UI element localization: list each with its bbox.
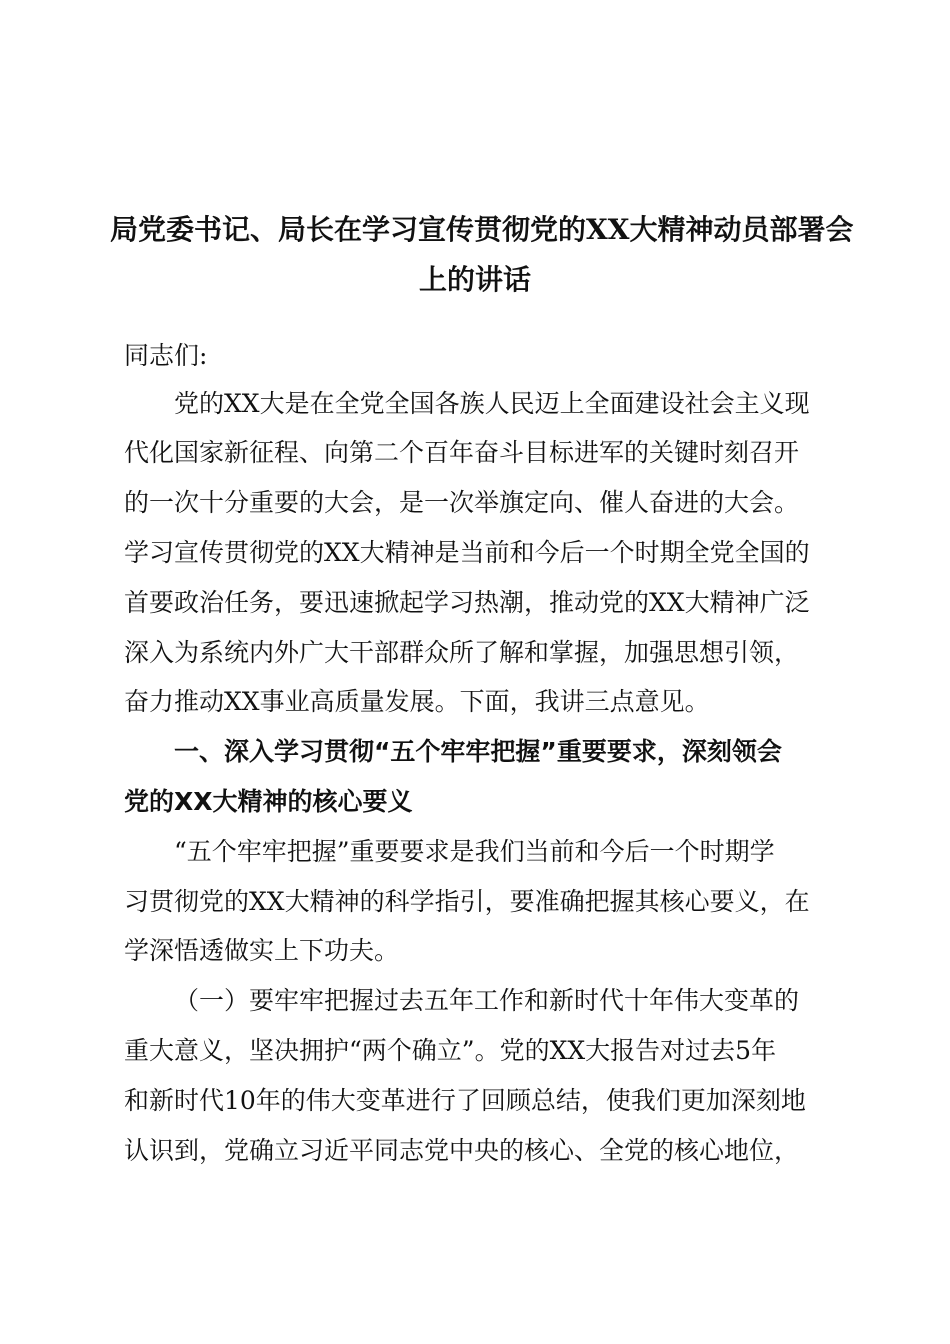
paragraph-line: “五个牢牢把握”重要要求是我们当前和今后一个时期学 — [174, 837, 775, 866]
paragraph-line: 和新时代10年的伟大变革进行了回顾总结，使我们更加深刻地 — [124, 1086, 806, 1115]
paragraph-line: 党的XX大是在全党全国各族人民迈上全面建设社会主义现 — [174, 389, 810, 418]
paragraph-line: 代化国家新征程、向第二个百年奋斗目标进军的关键时刻召开 — [124, 438, 800, 467]
paragraph-line: （一）要牢牢把握过去五年工作和新时代十年伟大变革的 — [174, 986, 800, 1015]
paragraph-line: 深入为系统内外广大干部群众所了解和掌握，加强思想引领， — [124, 638, 800, 667]
paragraph-line: 学深悟透做实上下功夫。 — [124, 936, 400, 965]
paragraph-line: 习贯彻党的XX大精神的科学指引，要准确把握其核心要义，在 — [124, 887, 810, 916]
section-heading-line: 一、深入学习贯彻“五个牢牢把握”重要要求，深刻领会 — [174, 737, 782, 766]
paragraph-line: 学习宣传贯彻党的XX大精神是当前和今后一个时期全党全国的 — [124, 538, 810, 567]
section-heading-line: 党的XX大精神的核心要义 — [124, 787, 413, 816]
paragraph-line: 重大意义，坚决拥护“两个确立”。党的XX大报告对过去5年 — [124, 1036, 777, 1065]
document-title-line-1: 局党委书记、局长在学习宣传贯彻党的XX大精神动员部署会 — [110, 213, 854, 246]
paragraph-line: 认识到，党确立习近平同志党中央的核心、全党的核心地位， — [124, 1136, 800, 1165]
paragraph-line: 的一次十分重要的大会，是一次举旗定向、催人奋进的大会。 — [124, 488, 800, 517]
paragraph-line: 奋力推动XX事业高质量发展。下面，我讲三点意见。 — [124, 687, 710, 716]
paragraph-line: 首要政治任务，要迅速掀起学习热潮，推动党的XX大精神广泛 — [124, 588, 810, 617]
document-title-line-2: 上的讲话 — [418, 263, 531, 296]
salutation: 同志们: — [124, 341, 208, 370]
